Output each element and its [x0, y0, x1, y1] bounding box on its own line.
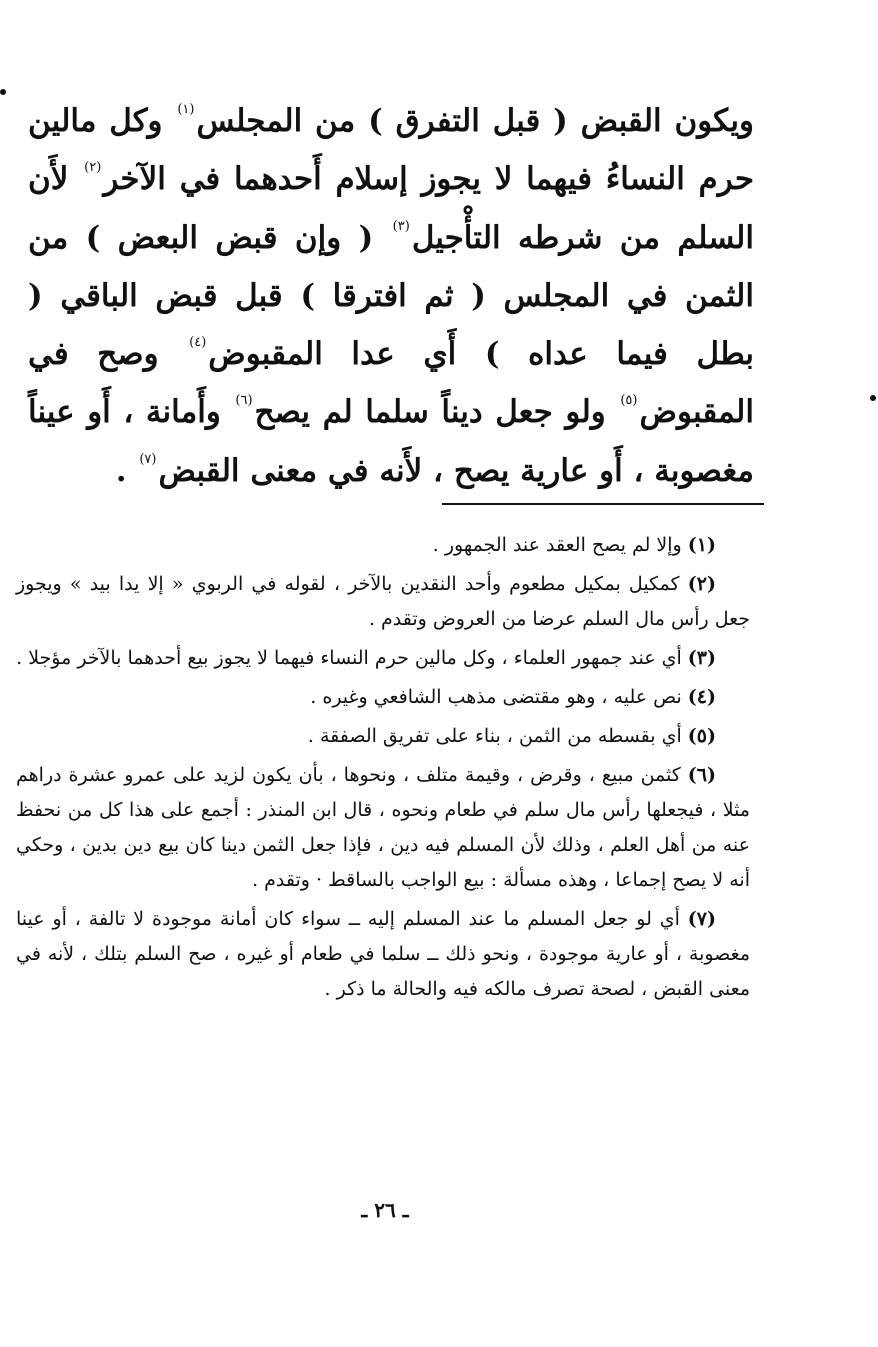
footnote-text: نص عليه ، وهو مقتضى مذهب الشافعي وغيره .	[310, 686, 682, 708]
footnote-text: وإلا لم يصح العقد عند الجمهور .	[432, 534, 682, 556]
margin-mark	[0, 89, 6, 95]
footnote-2	[16, 567, 750, 637]
footnote-5	[16, 719, 750, 754]
margin-mark	[870, 395, 876, 401]
footnote-7	[16, 902, 750, 1007]
footnote-text: كمكيل بمكيل مطعوم وأحد النقدين بالآخر ، لقوله في الربوي « إلا يدا بيد » ويجوز جعل رأس مال السلم عرضا من العروض وتقدم .	[16, 573, 750, 630]
footnote-number: (٥)	[687, 725, 716, 747]
footnote-text: أي عند جمهور العلماء ، وكل مالين حرم النساء فيهما لا يجوز بيع أحدهما بالآخر مؤجلا .	[16, 647, 682, 669]
footnote-text: أي لو جعل المسلم ما عند المسلم إليه ــ سواء كان أمانة موجودة لا تالفة ، أو عينا مغصوبة ، أو عارية موجودة ، ونحو ذلك ــ سلما في طعام أو غيره ، صح السلم بتلك ، لأنه في معنى القبض ، لصحة تصرف مالكه فيه والحالة ما ذكر .	[16, 908, 750, 1000]
footnote-text: أي بقسطه من الثمن ، بناء على تفريق الصفقة .	[307, 725, 682, 747]
footnote-number: (٣)	[687, 647, 716, 669]
footnote-number: (٧)	[687, 908, 716, 930]
footnote-number: (٤)	[687, 686, 716, 708]
footnote-1	[16, 528, 750, 563]
page-number: ـ ٢٦ ـ	[361, 1198, 409, 1222]
main-paragraph: ويكون القبض ( قبل التفرق ) من المجلس$^{(١)}$ وكل مالين حرم النساءُ فيهما لا يجوز إسلام أَحدهما في الآخر$^{(٢)}$ لأَن السلم من شرطه التأْجيل$^{(٣)}$ ( وإن قبض البعض ) من الثمن في المجلس ( ثم افترقا ) قبل قبض الباقي ( بطل فيما عداه ) أَي عدا المقبوض$^{(٤)}$ وصح في المقبوض$^{(٥)}$ ولو جعل ديناً سلما لم يصح$^{(٦)}$ وأَمانة ، أَو عيناً مغصوبة ، أَو عارية يصح ، لأَنه في معنى القبض$^{(٧)}$ .	[28, 102, 755, 489]
footnote-3	[16, 641, 750, 676]
footnote-number: (٢)	[687, 573, 716, 595]
footnote-number: (١)	[687, 534, 716, 556]
main-text	[28, 92, 754, 500]
footnotes	[16, 528, 750, 1011]
footnote-number: (٦)	[687, 764, 716, 786]
footnote-text: كثمن مبيع ، وقرض ، وقيمة متلف ، ونحوها ، بأن يكون لزيد على عمرو عشرة دراهم مثلا ، فيجعلها رأس مال سلم في طعام ونحوه ، قال ابن المنذر : أجمع على هذا كل من نحفظ عنه من أهل العلم ، وذلك لأن المسلم فيه دين ، فإذا جعل الثمن دينا كان بيع دين بدين ، وحكي أنه لا يصح إجماعا ، وهذه مسألة : بيع الواجب بالساقط · وتقدم .	[16, 764, 750, 891]
footnote-6	[16, 758, 750, 898]
footnote-separator	[442, 503, 764, 505]
footnote-4	[16, 680, 750, 715]
